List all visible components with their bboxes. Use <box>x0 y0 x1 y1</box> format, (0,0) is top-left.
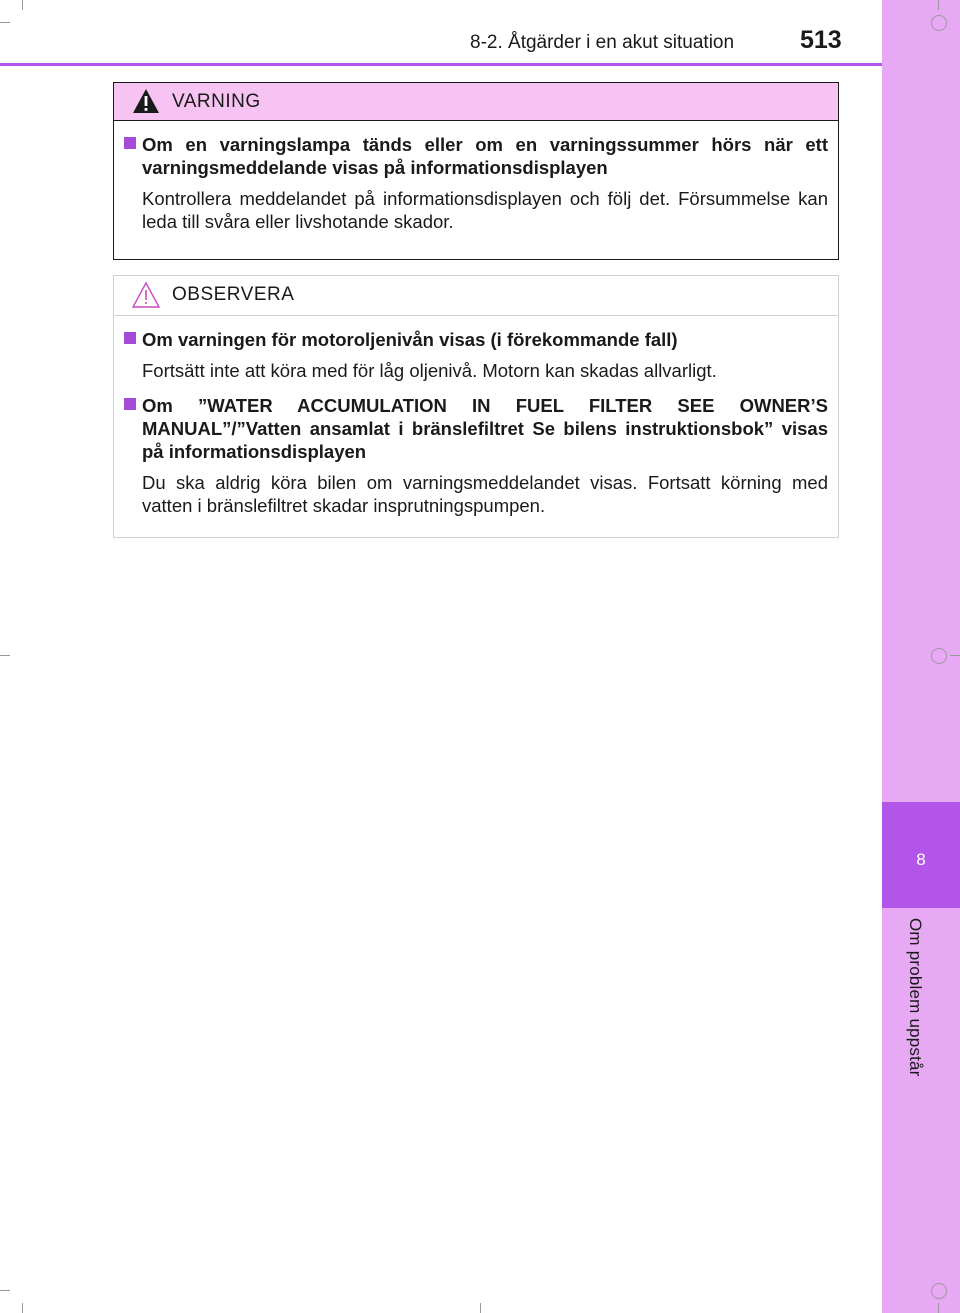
notice-header <box>114 276 838 316</box>
item-text: Fortsätt inte att köra med för låg oljenivå. Motorn kan skadas allvarligt. <box>142 360 717 381</box>
item-text: Du ska aldrig köra bilen om varningsmeddelandet visas. Fortsatt körning med vatten i bränslefiltret skadar insprutningspumpen. <box>142 472 828 516</box>
notice-label: OBSERVERA <box>172 284 295 305</box>
chapter-title: Om problem uppstår <box>906 918 925 1077</box>
registration-mark <box>931 15 947 31</box>
warning-header <box>114 83 838 121</box>
list-item <box>124 394 828 517</box>
crop-mark <box>0 22 10 23</box>
crop-mark <box>22 0 23 10</box>
bullet-square-icon <box>124 398 136 410</box>
crop-mark <box>480 1303 481 1313</box>
crop-mark <box>0 1290 10 1291</box>
notice-box <box>113 275 839 538</box>
crop-mark <box>0 655 10 656</box>
header-rule <box>0 63 882 66</box>
bullet-square-icon <box>124 137 136 149</box>
crop-mark <box>950 655 960 656</box>
warning-triangle-icon <box>132 88 160 114</box>
chapter-side-tab <box>882 0 960 1313</box>
crop-mark <box>938 0 939 10</box>
caution-triangle-icon <box>132 281 160 309</box>
page-number: 513 <box>800 26 842 54</box>
chapter-number: 8 <box>916 850 926 869</box>
item-title: Om ”WATER ACCUMULATION IN FUEL FILTER SEE OWNER’S MANUAL”/”Vatten ansamlat i bränslefiltret Se bilens instruktionsbok” visas på informationsdisplayen <box>142 395 828 462</box>
bullet-square-icon <box>124 332 136 344</box>
list-item <box>124 133 828 233</box>
registration-mark <box>931 648 947 664</box>
item-text: Kontrollera meddelandet på informationsdisplayen och följ det. Försummelse kan leda till svåra eller livshotande skador. <box>142 188 828 232</box>
section-title: 8-2. Åtgärder i en akut situation <box>470 32 735 53</box>
crop-mark <box>22 1303 23 1313</box>
list-item <box>124 328 828 382</box>
crop-mark <box>938 1303 939 1313</box>
warning-box <box>113 82 839 260</box>
item-title: Om varningen för motoroljenivån visas (i förekommande fall) <box>142 329 678 350</box>
item-title: Om en varningslampa tänds eller om en varningssummer hörs när ett varningsmeddelande visas på informationsdisplayen <box>142 134 828 178</box>
registration-mark <box>931 1283 947 1299</box>
warning-label: VARNING <box>172 91 261 112</box>
